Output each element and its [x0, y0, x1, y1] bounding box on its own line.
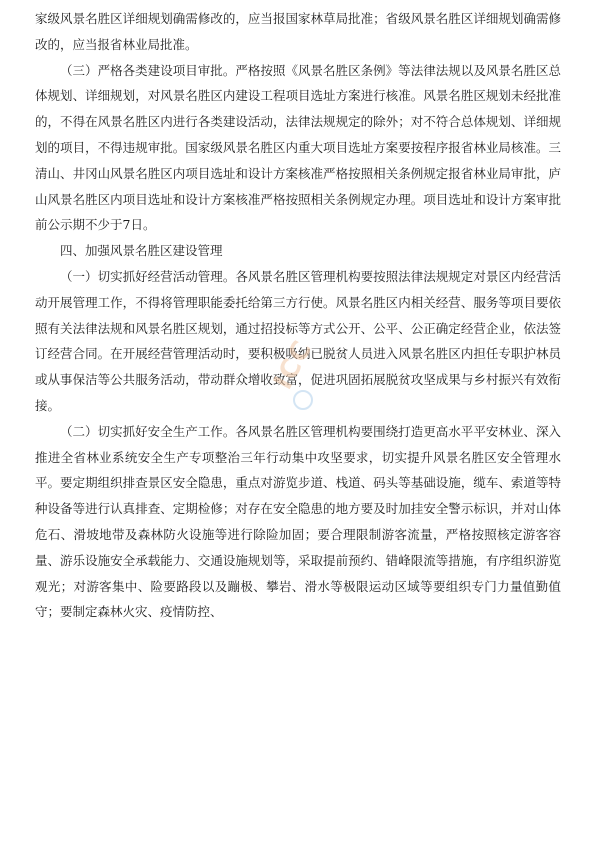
watermark-logo: ICC — [268, 335, 319, 395]
paragraph-safety-production: （二）切实抓好安全生产工作。各风景名胜区管理机构要围绕打造更高水平平安林业、深入推进全省林业系统安全生产专项整治三年行动集中攻坚要求，切实提升风景名胜区安全管理水平。要定期组织排查景区安全隐患，重点对游览步道、栈道、码头等基础设施，缆车、索道等特种设备等进行认真排查、定期检修；对存在安全隐患的地方要及时加挂安全警示标识，并对山体危石、滑坡地带及森林防火设施等进行除险加固；要合理限制游客流量，严格按照核定游客容量、游乐设施安全承载能力、交通设施规划等，采取提前预约、错峰限流等措施，有序组织游览观光；对游客集中、险要路段以及蹦极、攀岩、滑水等极限运动区域等要组织专门力量值勤值守；要制定森林火灾、疫情防控、 — [35, 423, 561, 620]
paragraph-project-approval: （三）严格各类建设项目审批。严格按照《风景名胜区条例》等法律法规以及风景名胜区总体规划、详细规划，对风景名胜区内建设工程项目选址方案进行核准。风景名胜区规划未经批准的，不得在风景名胜区内进行各类建设活动，法律法规规定的除外；对不符合总体规划、详细规划的项目，不得违规审批。国家级风景名胜区内重大项目选址方案要按程序报省林业局核准。三清山、井冈山风景名胜区内项目选址和设计方案核准严格按照相关条例规定报省林业局审批，庐山风景名胜区内项目选址和设计方案核准严格按照相关条例规定办理。项目选址和设计方案审批前公示期不少于7日。 — [35, 62, 561, 233]
section-heading: 四、加强风景名胜区建设管理 — [60, 243, 223, 259]
paragraph-continuation: 家级风景名胜区详细规划确需修改的，应当报国家林草局批准；省级风景名胜区详细规划确需修改的，应当报省林业局批准。 — [35, 11, 561, 52]
paragraph-business-management: （一）切实抓好经营活动管理。各风景名胜区管理机构要按照法律法规规定对景区内经营活动开展管理工作，不得将管理职能委托给第三方行使。风景名胜区内相关经营、服务等项目要依照有关法律法规和风景名胜区规划，通过招投标等方式公开、公平、公正确定经营企业，依法签订经营合同。在开展经营管理活动时，要积极吸纳已脱贫人员进入风景名胜区内担任专职护林员或从事保洁等公共服务活动，带动群众增收致富，促进巩固拓展脱贫攻坚成果与乡村振兴有效衔接。 — [35, 268, 561, 413]
